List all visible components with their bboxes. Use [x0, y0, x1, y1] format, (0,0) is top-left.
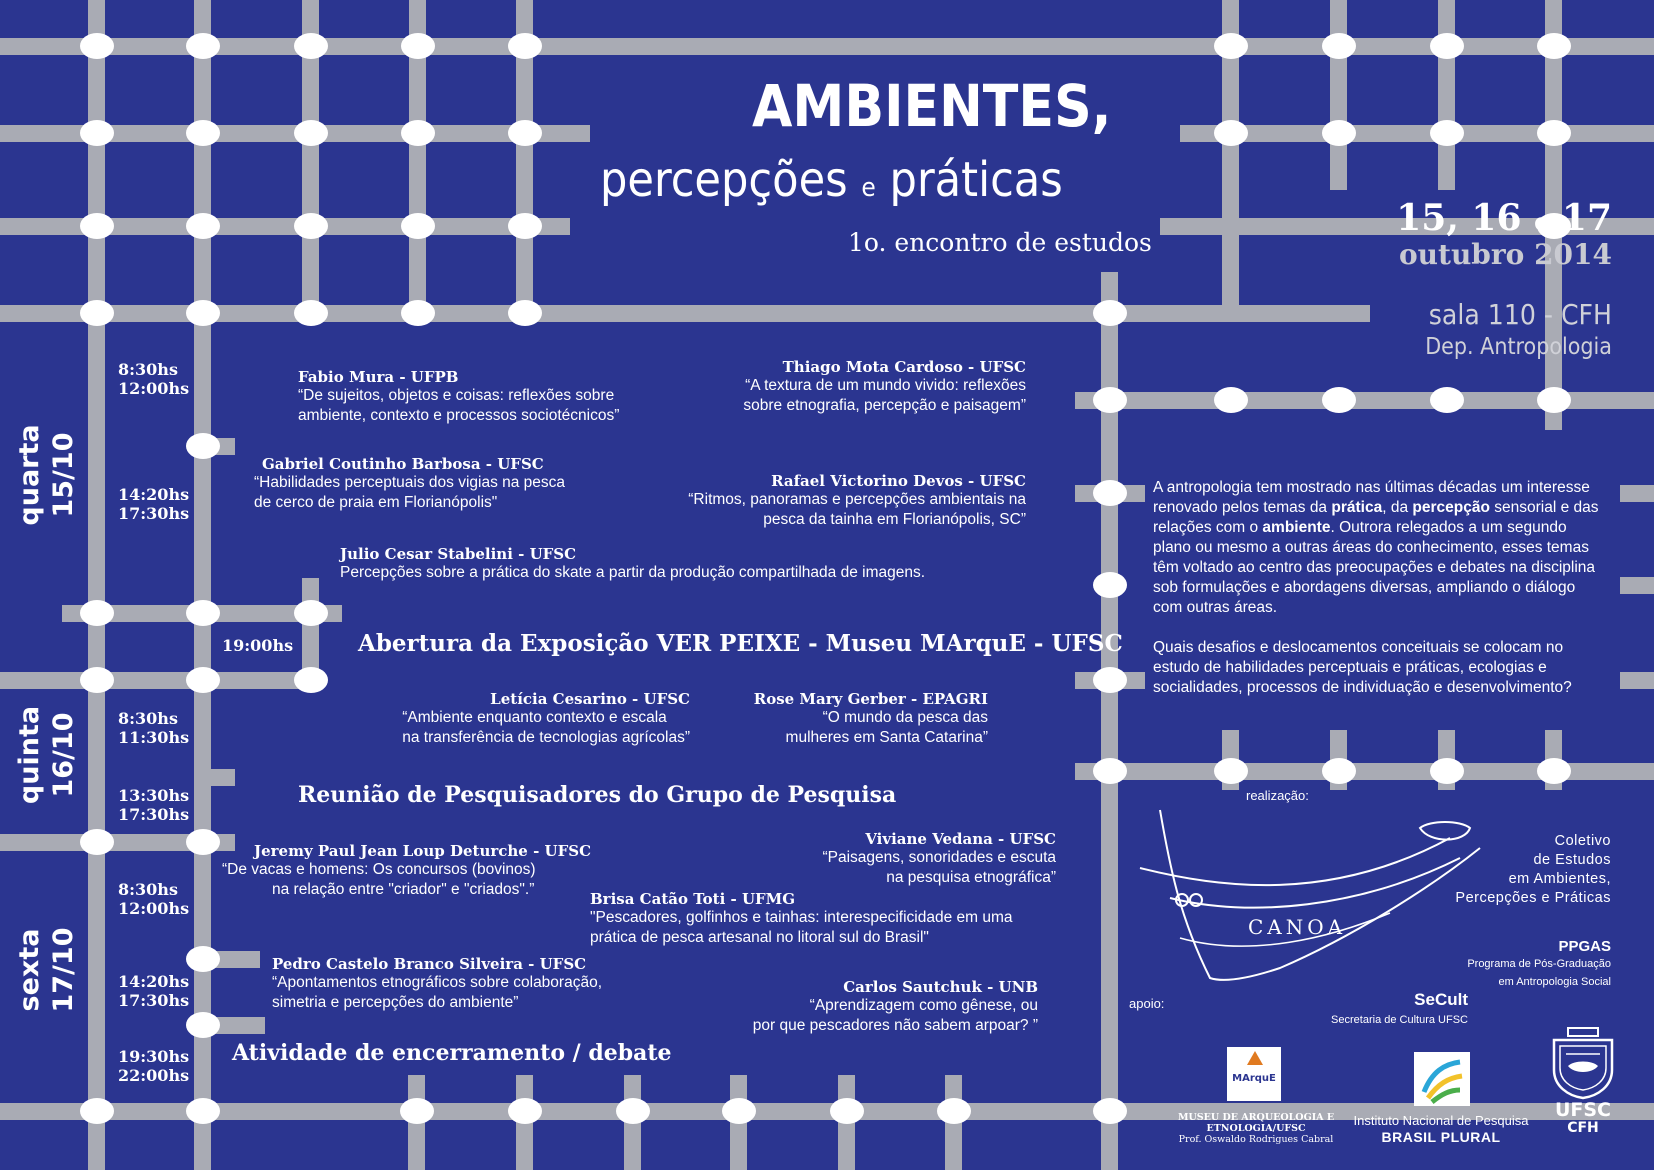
- title-sub-part2: práticas: [889, 152, 1063, 208]
- time-s2: [118, 972, 189, 1010]
- time-end: 12:00hs: [118, 899, 190, 918]
- talk-title-line: “Ambiente enquanto contexto e escala: [402, 709, 667, 726]
- talk-speaker: Jeremy Paul Jean Loup Deturche - UFSC: [254, 842, 592, 860]
- day-date: 15/10: [48, 432, 79, 518]
- time-end: 12:00hs: [118, 379, 190, 398]
- credits-realizacao: realização:: [1246, 788, 1309, 803]
- ufsc-title: UFSC: [1554, 1099, 1612, 1121]
- time-end: 22:00hs: [118, 1066, 190, 1085]
- talk-mura: [298, 368, 619, 426]
- talk-speaker: Julio Cesar Stabelini - UFSC: [340, 545, 577, 563]
- event-reuniao: Reunião de Pesquisadores do Grupo de Pesquisa: [298, 782, 897, 808]
- abstract-line: Quais desafios e deslocamentos conceituais se colocam no: [1153, 639, 1564, 656]
- abstract-line: sob formulações e abordagens diversas, ampliando o diálogo: [1153, 579, 1576, 596]
- marque-logo: [1227, 1047, 1281, 1101]
- museu-line: Prof. Oswaldo Rodrigues Cabral: [1178, 1134, 1334, 1145]
- title-main: AMBIENTES,: [752, 72, 1112, 140]
- abstract-line: [1153, 498, 1599, 518]
- talk-vedana: [822, 830, 1056, 888]
- talk-speaker: Thiago Mota Cardoso - UFSC: [782, 358, 1026, 376]
- time-end: 17:30hs: [118, 991, 190, 1010]
- time-q2: [118, 786, 189, 824]
- time-start: 8:30hs: [118, 880, 178, 899]
- day-date: 16/10: [48, 712, 79, 798]
- talk-speaker: Fabio Mura - UFPB: [298, 368, 459, 386]
- museu-line: ETNOLOGIA/UFSC: [1206, 1123, 1306, 1134]
- abstract-line: socialidades, processos de individuação e desenvolvimento?: [1153, 679, 1572, 696]
- abstract-line: [1153, 518, 1599, 538]
- talk-title-line: pesca da tainha em Florianópolis, SC”: [763, 511, 1026, 528]
- event-dates-last: 17: [1561, 197, 1612, 239]
- time-start: 8:30hs: [118, 360, 178, 379]
- credits-museu: [1178, 1112, 1334, 1146]
- time-start: 14:20hs: [118, 485, 190, 504]
- coletivo-line: em Ambientes,: [1508, 871, 1611, 887]
- abstract-line: estudo de habilidades perceptuais e práticas, ecologias e: [1153, 659, 1547, 676]
- talk-title-line: por que pescadores não sabem arpoar? ”: [752, 1017, 1038, 1034]
- abstract-text: relações com o: [1153, 519, 1263, 536]
- event-dept: Dep. Antropologia: [1425, 334, 1612, 360]
- museu-line: MUSEU DE ARQUEOLOGIA E: [1178, 1112, 1335, 1123]
- time-w3: 19:00hs: [222, 636, 294, 655]
- abstract-text: renovado pelos temas da: [1153, 499, 1332, 516]
- talk-title-line: sobre etnografia, percepção e paisagem”: [743, 397, 1026, 414]
- day-label-quinta: [13, 700, 81, 810]
- coletivo-line: de Estudos: [1533, 852, 1611, 868]
- ppgas-title: PPGAS: [1558, 938, 1611, 955]
- talk-devos: [688, 472, 1026, 530]
- talk-cesarino: [402, 690, 690, 748]
- abstract-text: . Outrora relegados a um segundo: [1330, 519, 1567, 536]
- talk-title-line: “Habilidades perceptuais dos vigias na pesca: [254, 474, 566, 491]
- secult-title: SeCult: [1414, 990, 1468, 1009]
- coletivo-line: Percepções e Práticas: [1455, 890, 1611, 906]
- ppgas-line: em Antropologia Social: [1498, 976, 1611, 988]
- event-room: sala 110 - CFH: [1428, 298, 1612, 331]
- time-end: 17:30hs: [118, 805, 190, 824]
- credits-apoio: apoio:: [1129, 996, 1165, 1011]
- day-label-quarta: [13, 410, 81, 540]
- secult-line: Secretaria de Cultura UFSC: [1331, 1014, 1468, 1026]
- brasil-plural-logo: [1414, 1052, 1470, 1106]
- abstract-line: com outras áreas.: [1153, 599, 1278, 616]
- talk-title-line: prática de pesca artesanal no litoral sul do Brasil": [590, 929, 929, 946]
- talk-speaker: Rafael Victorino Devos - UFSC: [771, 472, 1026, 490]
- inst-line: BRASIL PLURAL: [1381, 1129, 1501, 1145]
- abstract-keyword: percepção: [1412, 499, 1490, 516]
- day-date: 17/10: [48, 927, 79, 1013]
- day-name: quinta: [14, 705, 45, 805]
- talk-silveira: [272, 955, 602, 1013]
- abstract-text: sensorial e das: [1489, 499, 1599, 516]
- credits-ufsc: [1546, 1100, 1620, 1136]
- day-name: quarta: [14, 424, 45, 526]
- canoa-boat-logo: [1130, 808, 1490, 988]
- time-w2: [118, 485, 189, 523]
- talk-title-line: “Aprendizagem como gênese, ou: [809, 997, 1038, 1014]
- time-end: 11:30hs: [118, 728, 190, 747]
- event-dates-first: 15, 16: [1396, 197, 1522, 239]
- time-s1: [118, 880, 189, 918]
- event-encerramento: Atividade de encerramento / debate: [232, 1040, 672, 1066]
- talk-stabelini: [340, 545, 925, 583]
- talk-cardoso: [743, 358, 1026, 416]
- talk-speaker: Viviane Vedana - UFSC: [865, 830, 1056, 848]
- talk-title-line: “O mundo da pesca das: [822, 709, 988, 726]
- ppgas-line: Programa de Pós-Graduação: [1467, 958, 1611, 970]
- marque-logo-mark: [1247, 1051, 1263, 1065]
- abstract-text: , da: [1382, 499, 1413, 516]
- event-dates-e: e: [1534, 207, 1550, 236]
- credits-coletivo: [1455, 832, 1611, 908]
- canoa-label: CANOA: [1248, 915, 1347, 939]
- talk-speaker: Gabriel Coutinho Barbosa - UFSC: [262, 455, 544, 473]
- talk-title-line: “Paisagens, sonoridades e escuta: [822, 849, 1056, 866]
- abstract: [1153, 478, 1599, 698]
- credits-ppgas: [1467, 938, 1611, 991]
- talk-speaker: Pedro Castelo Branco Silveira - UFSC: [272, 955, 587, 973]
- marque-logo-text: MArquE: [1232, 1073, 1276, 1084]
- time-start: 19:30hs: [118, 1047, 190, 1066]
- talk-title-line: “A textura de um mundo vivido: reflexões: [745, 377, 1026, 394]
- ufsc-sub: CFH: [1567, 1120, 1599, 1136]
- talk-title-line: “Ritmos, panoramas e percepções ambientais na: [688, 491, 1026, 508]
- title-sub: [600, 152, 1063, 216]
- day-label-sexta: [13, 915, 81, 1025]
- coletivo-line: Coletivo: [1554, 833, 1611, 849]
- talk-title-line: ambiente, contexto e processos sociotécnicos”: [298, 407, 620, 424]
- talk-title-line: "Pescadores, golfinhos e tainhas: interespecificidade em uma: [590, 909, 1013, 926]
- abstract-line: A antropologia tem mostrado nas últimas décadas um interesse: [1153, 479, 1590, 496]
- talk-title-line: Percepções sobre a prática do skate a partir da produção compartilhada de imagens.: [340, 564, 926, 581]
- talk-speaker: Carlos Sautchuk - UNB: [843, 978, 1038, 996]
- credits-secult: [1331, 990, 1468, 1030]
- talk-toti: [590, 890, 1013, 948]
- title-sub-e: e: [861, 173, 876, 203]
- abstract-keyword: prática: [1331, 499, 1383, 516]
- time-end: 17:30hs: [118, 504, 190, 523]
- time-start: 14:20hs: [118, 972, 190, 991]
- time-s3: [118, 1047, 189, 1085]
- title-edition: 1o. encontro de estudos: [848, 228, 1152, 257]
- time-start: 8:30hs: [118, 709, 178, 728]
- time-start: 13:30hs: [118, 786, 190, 805]
- day-name: sexta: [14, 928, 45, 1012]
- event-month: outubro 2014: [1398, 238, 1612, 271]
- abstract-line: plano ou mesmo a outras áreas do conhecimento, esses temas: [1153, 539, 1589, 556]
- talk-deturche: [222, 842, 591, 900]
- inst-line: Instituto Nacional de Pesquisa: [1353, 1113, 1529, 1128]
- title-sub-part1: percepções: [600, 152, 848, 208]
- talk-sautchuk: [753, 978, 1038, 1036]
- talk-title-line: “De vacas e homens: Os concursos (bovinos): [222, 861, 536, 878]
- talk-barbosa: [254, 455, 565, 513]
- talk-speaker: Brisa Catão Toti - UFMG: [590, 890, 796, 908]
- event-abertura: Abertura da Exposição VER PEIXE - Museu MArquE - UFSC: [358, 630, 1123, 657]
- talk-title-line: na relação entre "criador" e "criados".”: [272, 881, 535, 898]
- talk-title-line: na transferência de tecnologias agrícolas”: [402, 729, 690, 746]
- talk-title-line: “Apontamentos etnográficos sobre colaboração,: [272, 974, 603, 991]
- brasil-plural-mark: [1414, 1052, 1470, 1106]
- abstract-keyword: ambiente: [1262, 519, 1331, 536]
- talk-speaker: Letícia Cesarino - UFSC: [490, 690, 690, 708]
- talk-title-line: na pesquisa etnográfica”: [886, 869, 1056, 886]
- abstract-line: têm voltado ao centro das preocupações e debates na disciplina: [1153, 559, 1596, 576]
- talk-title-line: de cerco de praia em Florianópolis": [254, 494, 498, 511]
- talk-title-line: simetria e percepções do ambiente”: [272, 994, 519, 1011]
- talk-title-line: “De sujeitos, objetos e coisas: reflexões sobre: [298, 387, 615, 404]
- event-dates: [1396, 198, 1612, 242]
- ufsc-crest-icon: [1548, 1026, 1618, 1100]
- time-q1: [118, 709, 189, 747]
- credits-inst: [1346, 1113, 1536, 1146]
- talk-title-line: mulheres em Santa Catarina”: [785, 729, 988, 746]
- time-w1: [118, 360, 189, 398]
- talk-speaker: Rose Mary Gerber - EPAGRI: [753, 690, 988, 708]
- talk-gerber: [754, 690, 988, 748]
